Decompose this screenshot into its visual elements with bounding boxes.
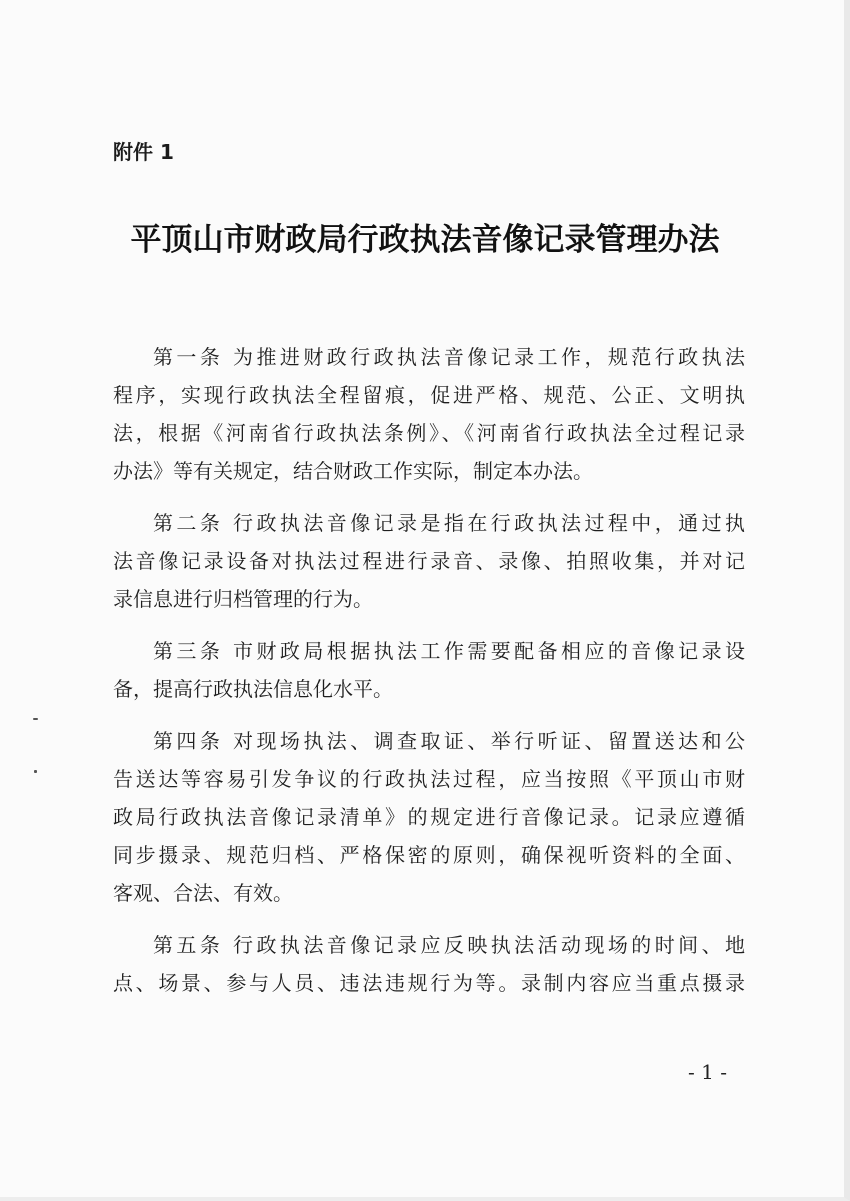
article-line: 第一条 为推进财政行政执法音像记录工作，规范行政执法 (153, 345, 745, 369)
article-line: 备，提高行政执法信息化水平。 (113, 677, 393, 701)
article-4 (113, 722, 745, 912)
article-line: 录信息进行归档管理的行为。 (113, 587, 373, 611)
article-2 (113, 504, 745, 618)
article-line: 点、场景、参与人员、违法违规行为等。录制内容应当重点摄录 (113, 971, 745, 995)
article-line: 政局行政执法音像记录清单》的规定进行音像记录。记录应遵循 (113, 805, 745, 829)
article-line: 第五条 行政执法音像记录应反映执法活动现场的时间、地 (153, 933, 745, 957)
article-line: 告送达等容易引发争议的行政执法过程，应当按照《平顶山市财 (113, 767, 745, 791)
article-line: 法音像记录设备对执法过程进行录音、录像、拍照收集，并对记 (113, 549, 745, 573)
article-5 (113, 926, 745, 1002)
page-number: - 1 - (688, 1060, 727, 1084)
scan-speck (34, 770, 37, 773)
article-line: 第四条 对现场执法、调查取证、举行听证、留置送达和公 (153, 729, 745, 753)
article-3 (113, 632, 745, 708)
document-body (113, 338, 745, 1002)
article-line: 法，根据《河南省行政执法条例》、《河南省行政执法全过程记录 (113, 421, 745, 445)
article-line: 同步摄录、规范归档、严格保密的原则，确保视听资料的全面、 (113, 843, 745, 867)
scan-speck (33, 718, 38, 720)
article-line: 程序，实现行政执法全程留痕，促进严格、规范、公正、文明执 (113, 383, 745, 407)
article-1 (113, 338, 745, 490)
document-title: 平顶山市财政局行政执法音像记录管理办法 (130, 222, 720, 258)
article-line: 第三条 市财政局根据执法工作需要配备相应的音像记录设 (153, 639, 745, 663)
attachment-label: 附件 1 (113, 140, 174, 164)
article-line: 第二条 行政执法音像记录是指在行政执法过程中，通过执 (153, 511, 745, 535)
article-line: 客观、合法、有效。 (113, 881, 293, 905)
article-line: 办法》等有关规定，结合财政工作实际，制定本办法。 (113, 459, 593, 483)
